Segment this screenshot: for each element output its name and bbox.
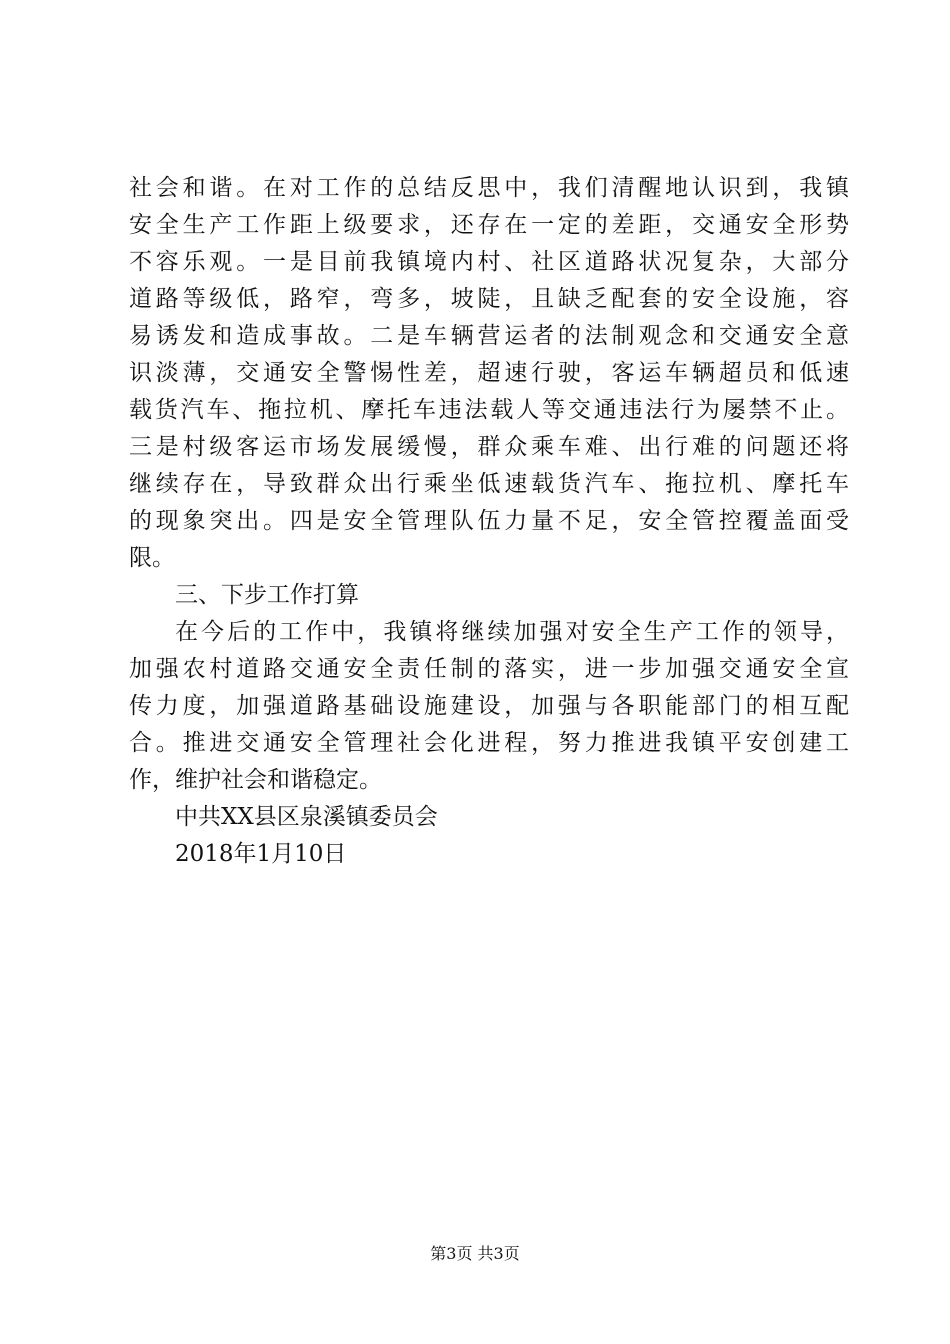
body-line: 道路等级低，路窄，弯多，坡陡，且缺乏配套的安全设施，容 [129, 286, 849, 312]
section-heading: 三、下步工作打算 [175, 582, 359, 608]
body-line: 加强农村道路交通安全责任制的落实，进一步加强交通安全宣 [129, 656, 849, 682]
page-number-footer: 第3页 共3页 [430, 1244, 520, 1263]
body-line: 的现象突出。四是安全管理队伍力量不足，安全管控覆盖面受 [129, 508, 849, 534]
body-line: 易诱发和造成事故。二是车辆营运者的法制观念和交通安全意 [129, 323, 849, 349]
body-line: 三是村级客运市场发展缓慢，群众乘车难、出行难的问题还将 [129, 434, 849, 460]
signature-organization: 中共XX县区泉溪镇委员会 [175, 804, 438, 830]
signature-date: 2018年1月10日 [175, 841, 347, 867]
body-line: 作，维护社会和谐稳定。 [129, 767, 382, 793]
document-body [129, 170, 849, 873]
body-line: 载货汽车、拖拉机、摩托车违法载人等交通违法行为屡禁不止。 [129, 397, 849, 423]
body-line: 限。 [129, 545, 175, 571]
body-line: 识淡薄，交通安全警惕性差，超速行驶，客运车辆超员和低速 [129, 360, 849, 386]
body-line: 社会和谐。在对工作的总结反思中，我们清醒地认识到，我镇 [129, 175, 849, 201]
body-line: 安全生产工作距上级要求，还存在一定的差距，交通安全形势 [129, 212, 849, 238]
body-line: 继续存在，导致群众出行乘坐低速载货汽车、拖拉机、摩托车 [129, 471, 849, 497]
body-line: 在今后的工作中，我镇将继续加强对安全生产工作的领导， [175, 619, 849, 645]
body-line: 传力度，加强道路基础设施建设，加强与各职能部门的相互配 [129, 693, 849, 719]
body-line: 不容乐观。一是目前我镇境内村、社区道路状况复杂，大部分 [129, 249, 849, 275]
body-line: 合。推进交通安全管理社会化进程，努力推进我镇平安创建工 [129, 730, 849, 756]
